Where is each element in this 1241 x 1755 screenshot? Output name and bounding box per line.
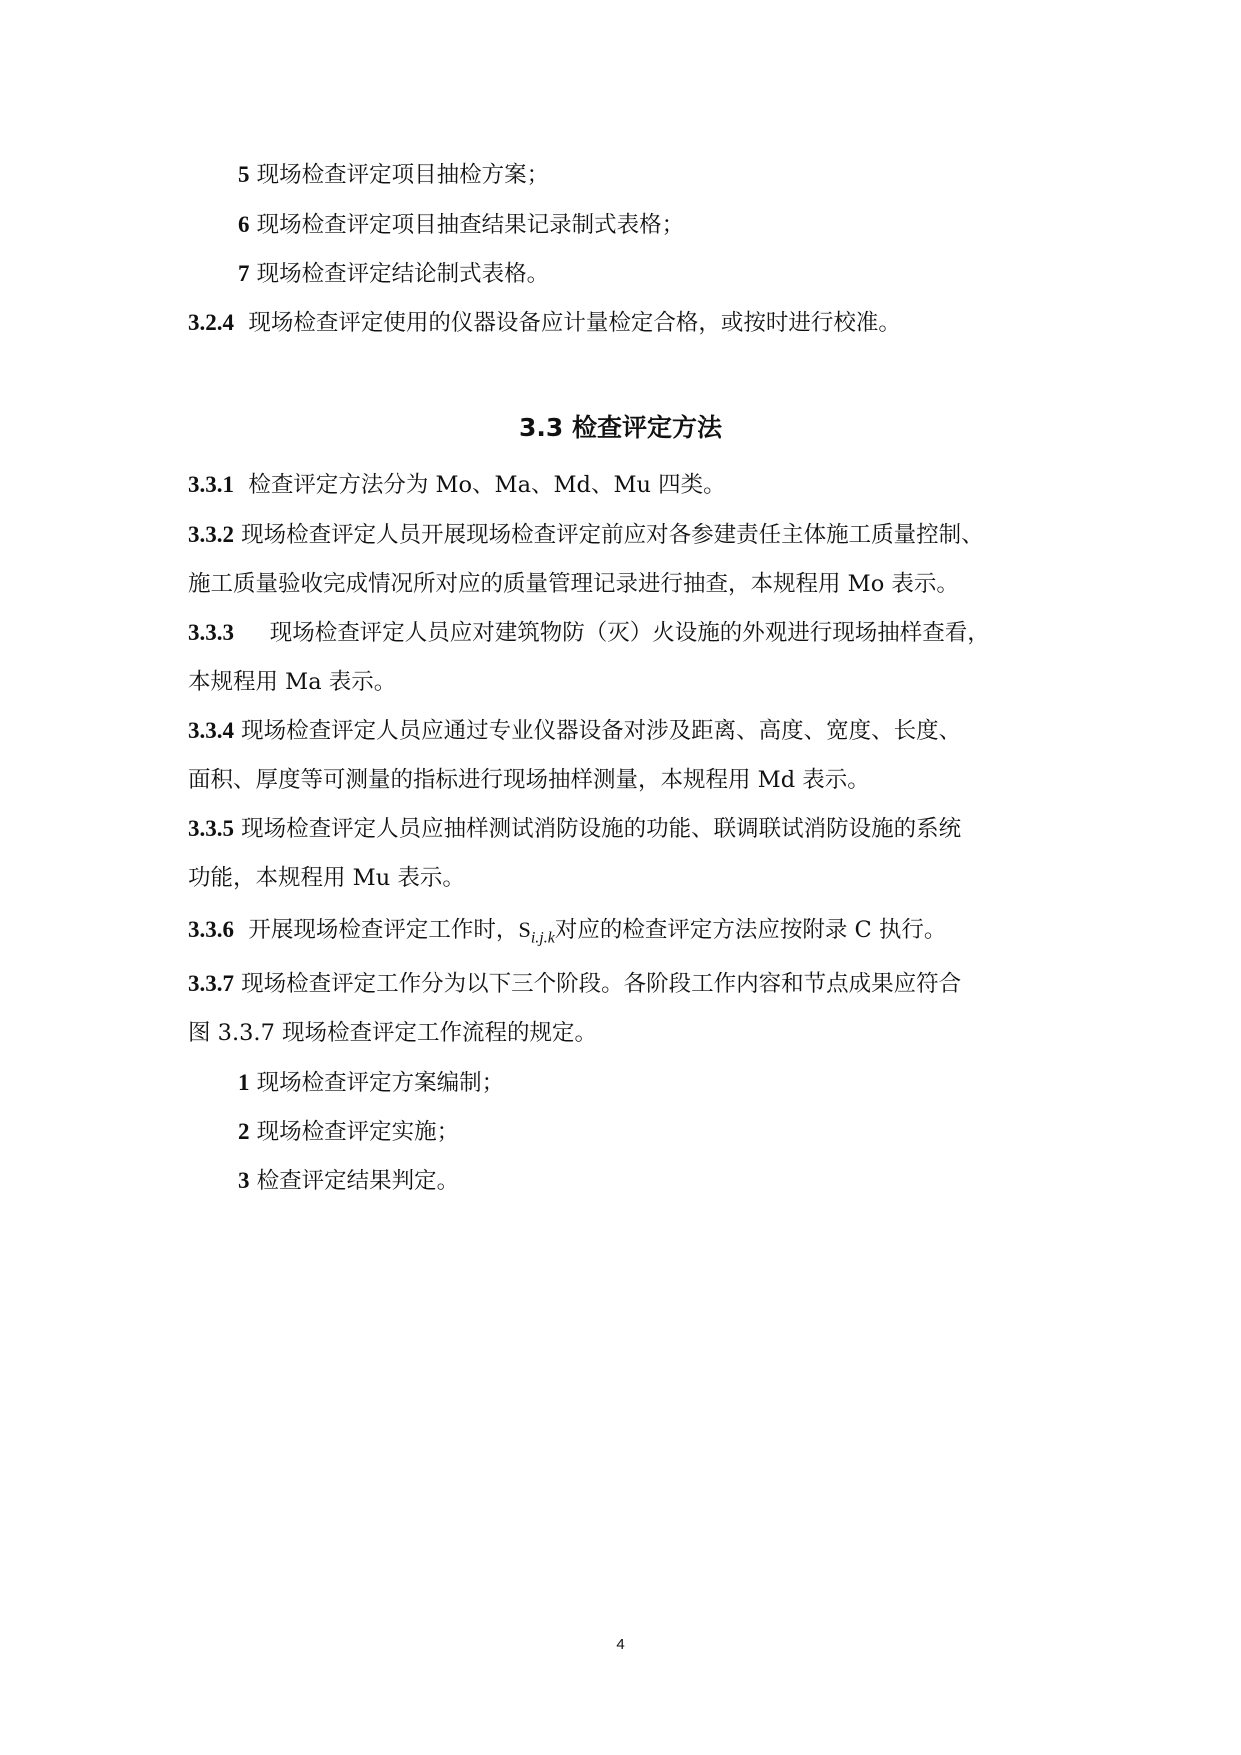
clause-text-line2: 面积、厚度等可测量的指标进行现场抽样测量，本规程用 Md 表示。	[188, 767, 870, 793]
list-item	[238, 160, 549, 190]
math-symbol	[518, 917, 555, 947]
item-number: 3	[238, 1168, 250, 1193]
clause-text-line2: 本规程用 Ma 表示。	[188, 669, 397, 695]
math-subscript: i.j.k	[530, 929, 555, 947]
clause-3-3-3-continued	[188, 667, 396, 697]
clause-3-3-3	[188, 618, 990, 648]
clause-3-3-6	[188, 915, 946, 954]
clause-text-line1: 现场检查评定人员应对建筑物防（灭）火设施的外观进行现场抽样查看，	[269, 620, 990, 646]
clause-text-line2: 图 3.3.7 现场检查评定工作流程的规定。	[188, 1020, 598, 1046]
item-number: 7	[238, 261, 250, 286]
list-item	[238, 210, 684, 240]
clause-3-3-4-continued	[188, 765, 870, 795]
clause-3-3-7-continued	[188, 1018, 597, 1048]
clause-number: 3.3.6	[188, 917, 234, 942]
clause-text-line1: 现场检查评定工作分为以下三个阶段。各阶段工作内容和节点成果应符合	[241, 971, 962, 997]
item-text: 现场检查评定结论制式表格。	[256, 261, 550, 287]
clause-number: 3.3.1	[188, 472, 234, 497]
clause-text: 检查评定方法分为 Mo、Ma、Md、Mu 四类。	[248, 472, 726, 498]
clause-3-3-5	[188, 814, 961, 844]
item-number: 5	[238, 162, 250, 187]
clause-3-2-4	[188, 308, 901, 338]
clause-text-line1: 现场检查评定人员开展现场检查评定前应对各参建责任主体施工质量控制、	[241, 522, 984, 548]
clause-number: 3.3.3	[188, 620, 234, 645]
clause-text-line2: 功能，本规程用 Mu 表示。	[188, 865, 465, 891]
clause-number: 3.3.7	[188, 971, 234, 996]
item-text: 现场检查评定方案编制；	[256, 1070, 505, 1096]
list-item	[238, 259, 549, 289]
clause-text-line1: 现场检查评定人员应通过专业仪器设备对涉及距离、高度、宽度、长度、	[241, 718, 962, 744]
item-number: 6	[238, 212, 250, 237]
clause-3-3-4	[188, 716, 961, 746]
item-text: 检查评定结果判定。	[256, 1168, 460, 1194]
list-item	[238, 1166, 459, 1196]
clause-number: 3.3.5	[188, 816, 234, 841]
item-number: 2	[238, 1119, 250, 1144]
clause-3-3-2	[188, 520, 984, 550]
item-text: 现场检查评定项目抽查结果记录制式表格；	[256, 212, 685, 238]
list-item	[238, 1117, 459, 1147]
item-number: 1	[238, 1070, 250, 1095]
math-base: S	[518, 917, 531, 942]
clause-number: 3.3.2	[188, 522, 234, 547]
clause-3-3-1	[188, 470, 726, 500]
clause-3-3-7	[188, 969, 961, 999]
clause-text-after: 对应的检查评定方法应按附录 C 执行。	[554, 917, 947, 943]
clause-number: 3.2.4	[188, 310, 234, 335]
page-number: 4	[616, 1636, 625, 1653]
list-item	[238, 1068, 504, 1098]
section-heading: 3.3 检查评定方法	[519, 413, 722, 442]
clause-3-3-5-continued	[188, 863, 465, 893]
clause-number: 3.3.4	[188, 718, 234, 743]
clause-text-line2: 施工质量验收完成情况所对应的质量管理记录进行抽查，本规程用 Mo 表示。	[188, 571, 959, 597]
clause-text-line1: 现场检查评定人员应抽样测试消防设施的功能、联调联试消防设施的系统	[241, 816, 962, 842]
clause-text-before: 开展现场检查评定工作时，	[248, 917, 519, 943]
clause-text: 现场检查评定使用的仪器设备应计量检定合格，或按时进行校准。	[248, 310, 901, 336]
item-text: 现场检查评定项目抽检方案；	[256, 162, 550, 188]
item-text: 现场检查评定实施；	[256, 1119, 460, 1145]
clause-3-3-2-continued	[188, 569, 959, 599]
